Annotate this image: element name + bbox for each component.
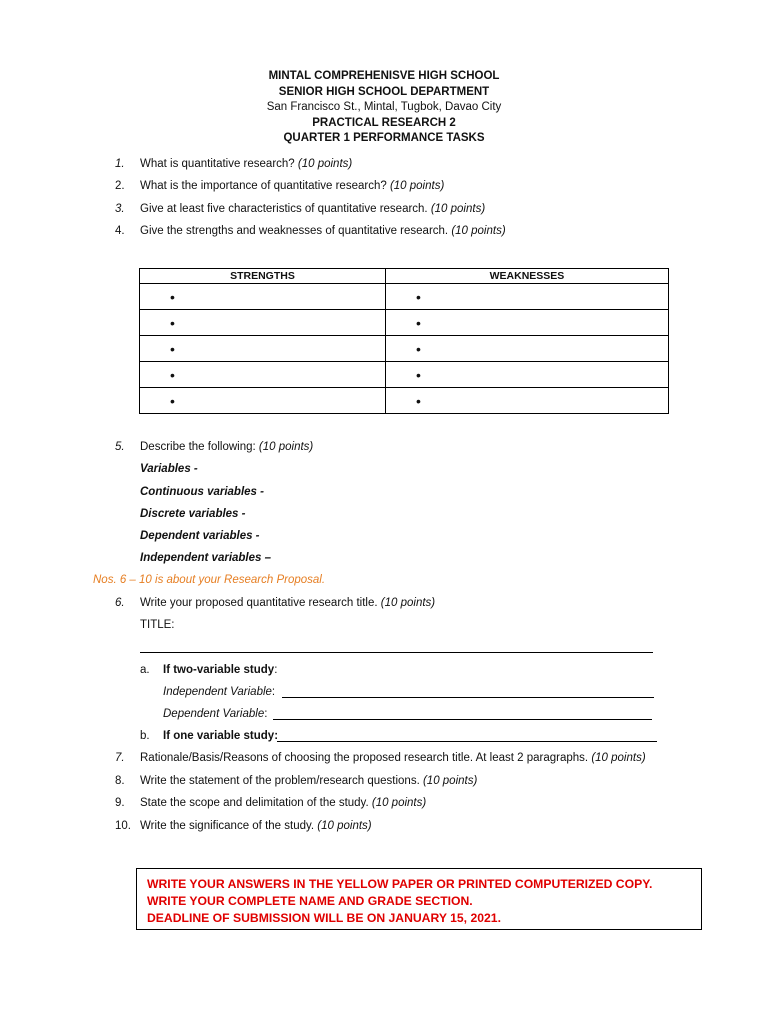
notice-line-answers: WRITE YOUR ANSWERS IN THE YELLOW PAPER OR PRINTED COMPUTERIZED COPY. xyxy=(147,877,653,891)
department-name: SENIOR HIGH SCHOOL DEPARTMENT xyxy=(278,85,490,98)
strengths-header: STRENGTHS xyxy=(140,269,386,284)
table-row xyxy=(140,388,669,414)
question-10: 10. Write the significance of the study. (10 points) xyxy=(115,820,372,832)
table-row xyxy=(140,336,669,362)
title-answer-line[interactable] xyxy=(140,652,653,653)
school-address: San Francisco St., Mintal, Tugbok, Davao City xyxy=(266,101,502,113)
table-header-row xyxy=(140,269,669,284)
submission-notice-box xyxy=(136,868,702,930)
dependent-variable-label: Dependent Variable: xyxy=(163,708,268,720)
two-variable-option: a. If two-variable study: xyxy=(140,664,278,676)
strength-cell[interactable]: • xyxy=(140,310,386,336)
document-title: QUARTER 1 PERFORMANCE TASKS xyxy=(283,132,485,144)
question-9: 9. State the scope and delimitation of the study. (10 points) xyxy=(115,797,427,809)
question-3: 3. Give at least five characteristics of quantitative research. (10 points) xyxy=(115,203,486,215)
weakness-cell[interactable]: • xyxy=(385,362,668,388)
one-variable-option: b. If one variable study: xyxy=(140,730,279,742)
term-dependent-variables: Dependent variables - xyxy=(140,530,260,542)
weaknesses-header: WEAKNESSES xyxy=(385,269,668,284)
strength-cell[interactable]: • xyxy=(140,388,386,414)
title-label: TITLE: xyxy=(140,619,175,631)
term-independent-variables: Independent variables – xyxy=(140,552,272,564)
strengths-weaknesses-table xyxy=(139,268,669,414)
weakness-cell[interactable]: • xyxy=(385,388,668,414)
table-row xyxy=(140,362,669,388)
term-variables: Variables - xyxy=(140,463,198,475)
dependent-variable-line[interactable] xyxy=(273,719,652,720)
question-7: 7. Rationale/Basis/Reasons of choosing the proposed research title. At least 2 paragraphs. (10 points) xyxy=(115,752,646,764)
weakness-cell[interactable]: • xyxy=(385,336,668,362)
independent-variable-line[interactable] xyxy=(282,697,654,698)
strength-cell[interactable]: • xyxy=(140,284,386,310)
weakness-cell[interactable]: • xyxy=(385,310,668,336)
question-4: 4. Give the strengths and weaknesses of quantitative research. (10 points) xyxy=(115,225,506,237)
notice-line-deadline: DEADLINE OF SUBMISSION WILL BE ON JANUARY 15, 2021. xyxy=(147,911,501,925)
term-discrete-variables: Discrete variables - xyxy=(140,508,246,520)
question-5: 5. Describe the following: (10 points) xyxy=(115,441,314,453)
document-header xyxy=(0,69,768,147)
school-name: MINTAL COMPREHENISVE HIGH SCHOOL xyxy=(268,70,500,82)
subject-name: PRACTICAL RESEARCH 2 xyxy=(312,116,456,129)
question-2: 2. What is the importance of quantitative research? (10 points) xyxy=(115,180,445,192)
table-row xyxy=(140,310,669,336)
question-8: 8. Write the statement of the problem/research questions. (10 points) xyxy=(115,775,478,787)
term-continuous-variables: Continuous variables - xyxy=(140,486,264,498)
notice-line-name: WRITE YOUR COMPLETE NAME AND GRADE SECTION. xyxy=(147,894,473,908)
question-1: 1. What is quantitative research? (10 points) xyxy=(115,158,353,170)
table-row xyxy=(140,284,669,310)
strength-cell[interactable]: • xyxy=(140,336,386,362)
weakness-cell[interactable]: • xyxy=(385,284,668,310)
independent-variable-label: Independent Variable: xyxy=(163,686,276,698)
question-6: 6. Write your proposed quantitative research title. (10 points) xyxy=(115,597,436,609)
one-variable-line[interactable] xyxy=(277,741,657,742)
strength-cell[interactable]: • xyxy=(140,362,386,388)
research-proposal-note: Nos. 6 – 10 is about your Research Proposal. xyxy=(93,574,326,586)
